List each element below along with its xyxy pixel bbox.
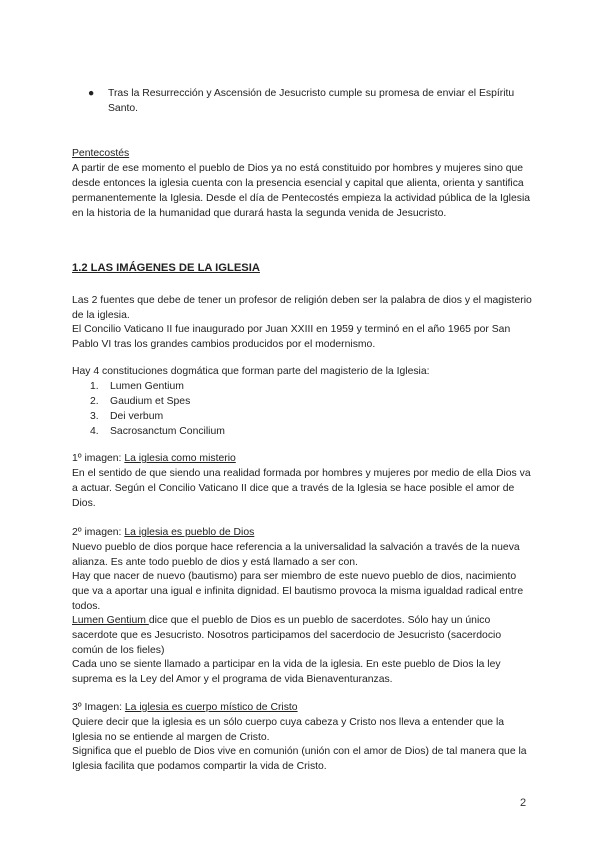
page-number: 2 — [520, 797, 527, 809]
list-item: 2. Gaudium et Spes — [90, 396, 191, 407]
imagen3-paragraph-1: Quiere decir que la iglesia es un sólo cuerpo cuya cabeza y Cristo nos lleva a entender que la Iglesia no se entiende al margen de Cristo. — [72, 717, 505, 743]
imagen1-heading: 1º imagen: La iglesia como misterio — [72, 453, 236, 464]
imagen2-paragraph-2: Hay que nacer de nuevo (bautismo) para ser miembro de este nuevo pueblo de dios, nacimiento que va a aportar una igual e infinita dignidad. El bautismo provoca la misma igualdad radical entre todos. — [72, 571, 524, 612]
constituciones-intro: Hay 4 constituciones dogmática que forman parte del magisterio de la Iglesia: — [72, 366, 430, 377]
imagen2-heading: 2º imagen: La iglesia es pueblo de Dios — [72, 527, 255, 538]
section-heading: 1.2 LAS IMÁGENES DE LA IGLESIA — [72, 262, 260, 274]
imagen3-paragraph-2: Significa que el pueblo de Dios vive en comunión (unión con el amor de Dios) de tal manera que la Iglesia facilita que podamos compartir la vida de Cristo. — [72, 746, 527, 772]
imagen1-body: En el sentido de que siendo una realidad formada por hombres y mujeres por medio de ella Dios va a actuar. Según el Concilio Vaticano II dice que a través de la Iglesia se hace posible el amor de Dios. — [72, 468, 531, 509]
bullet-text: Tras la Resurrección y Ascensión de Jesucristo cumple su promesa de enviar el Espíritu Santo. — [108, 88, 515, 114]
imagen3-heading: 3º Imagen: La iglesia es cuerpo místico de Cristo — [72, 702, 298, 713]
list-item: 3. Dei verbum — [90, 411, 164, 422]
pentecostes-body: A partir de ese momento el pueblo de Dios ya no está constituido por hombres y mujeres sino que desde entonces la iglesia cuenta con la presencia esencial y capital que alienta, orienta y santifica permanentemente la Iglesia. Desde el día de Pentecostés empieza la actividad pública de la Iglesia en la historia de la humanidad que durará hasta la segunda venida de Jesucristo. — [72, 163, 531, 219]
intro-paragraph-2: El Concilio Vaticano II fue inaugurado por Juan XXIII en 1959 y terminó en el año 1965 por San Pablo VI tras los grandes cambios producidos por el modernismo. — [72, 324, 511, 350]
pentecostes-heading: Pentecostés — [72, 148, 130, 159]
list-item: 1. Lumen Gentium — [90, 381, 184, 392]
imagen2-paragraph-3: Lumen Gentium dice que el pueblo de Dios es un pueblo de sacerdotes. Sólo hay un único sacerdote que es Jesucristo. Nosotros participamos del sacerdocio de Jesucristo (sacerdocio común de los fieles) — [72, 615, 502, 656]
imagen2-paragraph-1: Nuevo pueblo de dios porque hace referencia a la universalidad la salvación a través de la nueva alianza. Es ante todo pueblo de dios y está llamado a ser con. — [72, 542, 520, 568]
constituciones-list — [90, 379, 225, 439]
bullet-marker: ● — [88, 88, 95, 99]
imagen2-paragraph-4: Cada uno se siente llamado a participar en la vida de la iglesia. En este pueblo de Dios la ley suprema es la Ley del Amor y el programa de vida Bienaventuranzas. — [72, 659, 501, 685]
intro-paragraph-1: Las 2 fuentes que debe de tener un profesor de religión deben ser la palabra de dios y el magisterio de la iglesia. — [72, 295, 532, 321]
list-item: 4. Sacrosanctum Concilium — [90, 426, 225, 437]
